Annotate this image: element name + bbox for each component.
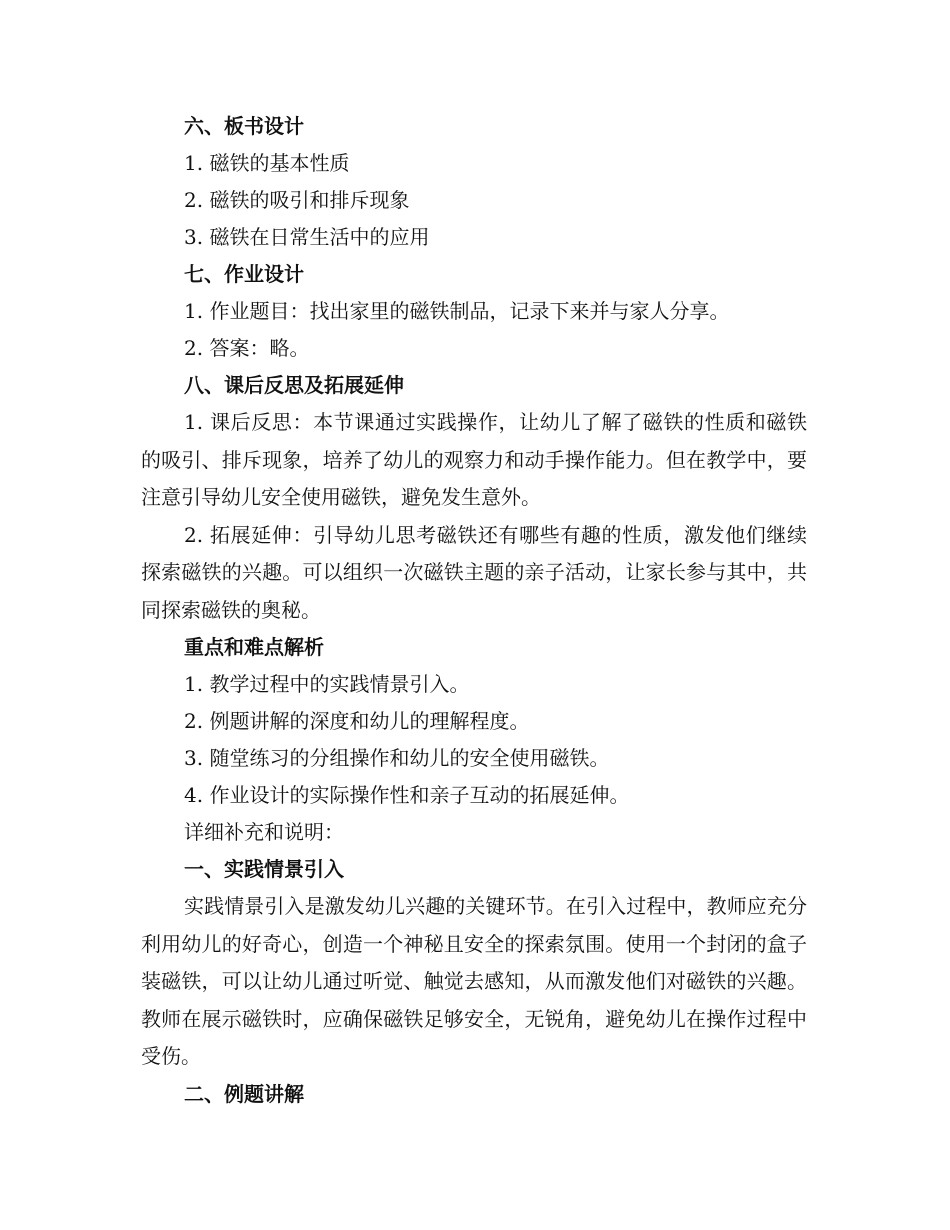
list-item: 3. 磁铁在日常生活中的应用 xyxy=(184,225,430,249)
list-item: 1. 磁铁的基本性质 xyxy=(184,151,350,175)
supplement-note: 详细补充和说明： xyxy=(184,820,344,844)
list-item: 2. 例题讲解的深度和幼儿的理解程度。 xyxy=(184,709,530,733)
paragraph-extension: 2. 拓展延伸：引导幼儿思考磁铁还有哪些有趣的性质，激发他们继续探索磁铁的兴趣。可以组织一次磁铁主题的亲子活动，让家长参与其中，共同探索磁铁的奥秘。 xyxy=(141,522,807,622)
section-heading-practice-intro: 一、实践情景引入 xyxy=(184,857,344,881)
list-item: 1. 作业题目：找出家里的磁铁制品，记录下来并与家人分享。 xyxy=(184,299,730,323)
paragraph-reflection: 1. 课后反思：本节课通过实践操作，让幼儿了解了磁铁的性质和磁铁的吸引、排斥现象，培养了幼儿的观察力和动手操作能力。但在教学中，要注意引导幼儿安全使用磁铁，避免发生意外。 xyxy=(141,410,807,509)
document-body xyxy=(141,108,807,1113)
list-item: 1. 教学过程中的实践情景引入。 xyxy=(184,672,470,696)
list-item: 2. 答案：略。 xyxy=(184,336,310,360)
list-item: 3. 随堂练习的分组操作和幼儿的安全使用磁铁。 xyxy=(184,746,610,770)
list-item: 2. 磁铁的吸引和排斥现象 xyxy=(184,188,410,212)
section-heading-example: 二、例题讲解 xyxy=(184,1081,304,1106)
section-heading-homework-design: 七、作业设计 xyxy=(184,262,304,286)
list-item: 4. 作业设计的实际操作性和亲子互动的拓展延伸。 xyxy=(184,783,630,807)
section-heading-key-points: 重点和难点解析 xyxy=(184,635,324,659)
section-heading-reflection: 八、课后反思及拓展延伸 xyxy=(184,373,404,397)
section-heading-board-design: 六、板书设计 xyxy=(184,114,304,138)
paragraph-practice-intro: 实践情景引入是激发幼儿兴趣的关键环节。在引入过程中，教师应充分利用幼儿的好奇心，创造一个神秘且安全的探索氛围。使用一个封闭的盒子装磁铁，可以让幼儿通过听觉、触觉去感知，从而激发他们对磁铁的兴趣。教师在展示磁铁时，应确保磁铁足够安全，无锐角，避免幼儿在操作过程中受伤。 xyxy=(141,894,807,1068)
